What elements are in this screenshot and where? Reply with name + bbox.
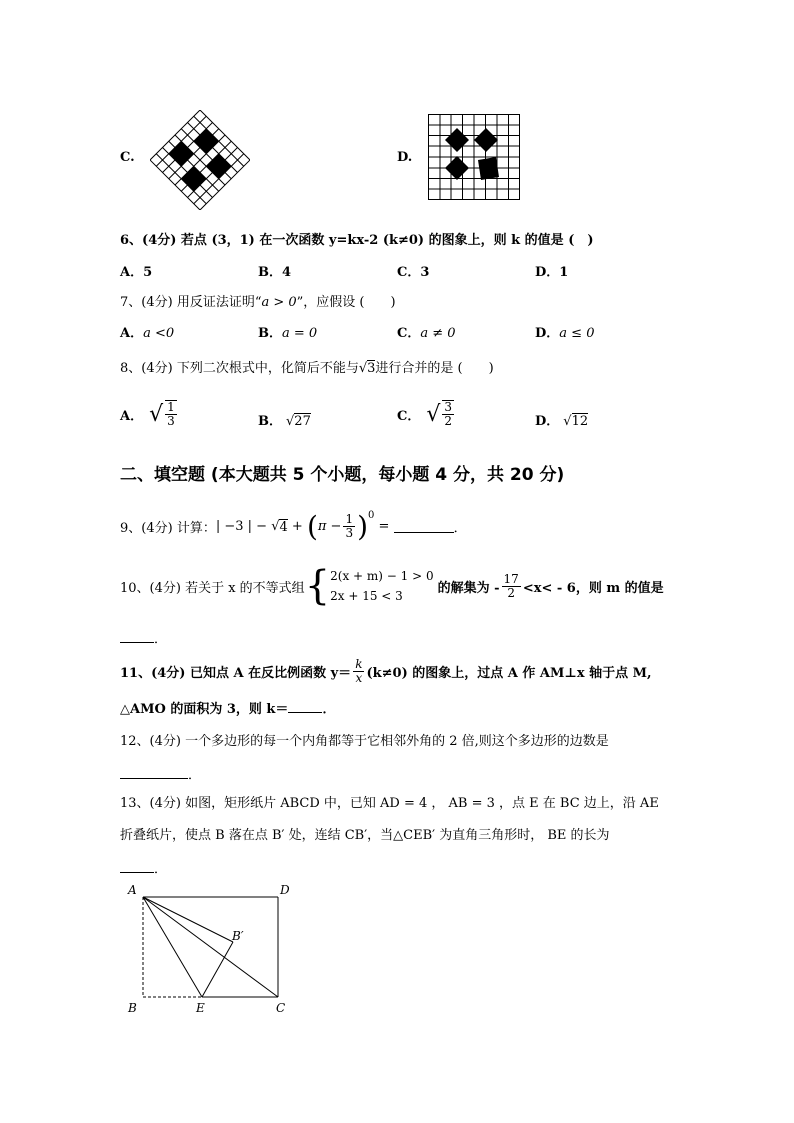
q12-answer-blank[interactable] [120, 766, 188, 779]
q6-option-c: C．3 [397, 265, 430, 280]
label-c: C [276, 1001, 286, 1015]
q7-math: a > 0 [261, 295, 297, 310]
q6-option-d: D．1 [535, 265, 569, 280]
q9-answer-blank[interactable] [394, 520, 454, 533]
q8-option-d: D． √12 [535, 414, 589, 429]
q10-inequality-2: 2x + 15 < 3 [330, 589, 403, 603]
q7-suffix: ”，应假设 ( ) [296, 295, 396, 310]
q8-option-a: A． √ $\frac{1}{3}$ [120, 400, 175, 428]
option-c-label: C. [120, 150, 135, 165]
question-8: 8、(4分) 下列二次根式中，化简后不能与√3进行合并的是 ( ) [120, 361, 494, 376]
q11-answer-blank[interactable] [288, 700, 322, 713]
section-2-title: 二、填空题 (本大题共 5 个小题，每小题 4 分，共 20 分) [120, 465, 565, 485]
question-11-line-2: △AMO 的面积为 3，则 k＝ ． [120, 702, 336, 717]
question-12-blank-line: ． [120, 764, 201, 783]
question-12: 12、(4分) 一个多边形的每一个内角都等于它相邻外角的 2 倍,则这个多边形的边数是 [120, 734, 609, 749]
question-7 [120, 291, 396, 310]
option-d-square-grid [428, 114, 520, 200]
q13-answer-blank[interactable] [120, 860, 154, 873]
question-10-blank-line: ． [120, 628, 167, 647]
q7-prefix: 7、(4分) 用反证法证明“ [120, 295, 262, 310]
label-a: A [128, 883, 137, 897]
q7-option-a: A．a <0 [120, 326, 175, 341]
q6-option-a: A．5 [120, 265, 153, 280]
label-b-prime: B′ [232, 929, 244, 943]
rectangle-fold-figure [120, 878, 300, 1018]
option-d-label: D. [397, 150, 413, 165]
q7-option-d: D．a ≤ 0 [535, 326, 595, 341]
q7-option-c: C．a ≠ 0 [397, 326, 456, 341]
question-13-blank-line: ． [120, 858, 167, 877]
q10-answer-blank[interactable] [120, 630, 154, 643]
option-c-diamond-grid [150, 110, 250, 210]
q8-option-c: C． √ $\frac{3}{2}$ [397, 400, 453, 428]
question-11: 11、(4分) 已知点 A 在反比例函数 y＝ $\frac{k}{x}$ (k≠0) 的图象上，过点 A 作 AM⊥x 轴于点 M, [120, 657, 652, 685]
label-b: B [128, 1001, 137, 1015]
label-d: D [280, 883, 290, 897]
q6-option-b: B．4 [258, 265, 292, 280]
question-9: 9、(4分) 计算： | −3 | − √ 4 + ( π − $\frac{1}{3}$ ) $^0$ = ． [120, 510, 467, 543]
q8-sqrt-3: √3 [358, 361, 376, 376]
question-13-line-2: 折叠纸片，使点 B 落在点 B′ 处，连结 CB′，当△CEB′ 为直角三角形时， BE 的长为 [120, 828, 610, 843]
q8-option-b: B． √27 [258, 414, 311, 429]
question-6: 6、(4分) 若点 (3，1) 在一次函数 y=kx-2 (k≠0) 的图象上，则 k 的值是 ( ) [120, 233, 594, 248]
q10-inequality-1: 2(x + m) − 1 > 0 [330, 569, 434, 583]
question-13-line-1: 13、(4分) 如图，矩形纸片 ABCD 中，已知 AD = 4 ， AB = 3 ，点 E 在 BC 边上，沿 AE [120, 796, 659, 811]
q7-option-b: B．a = 0 [258, 326, 318, 341]
question-10: 10、(4分) 若关于 x 的不等式组 { 2(x + m) − 1 > 0 2x + 15 < 3 的解集为 - $\frac{17}{2}$ <x< - 6，则 m 的值是 [120, 563, 664, 609]
label-e: E [196, 1001, 205, 1015]
